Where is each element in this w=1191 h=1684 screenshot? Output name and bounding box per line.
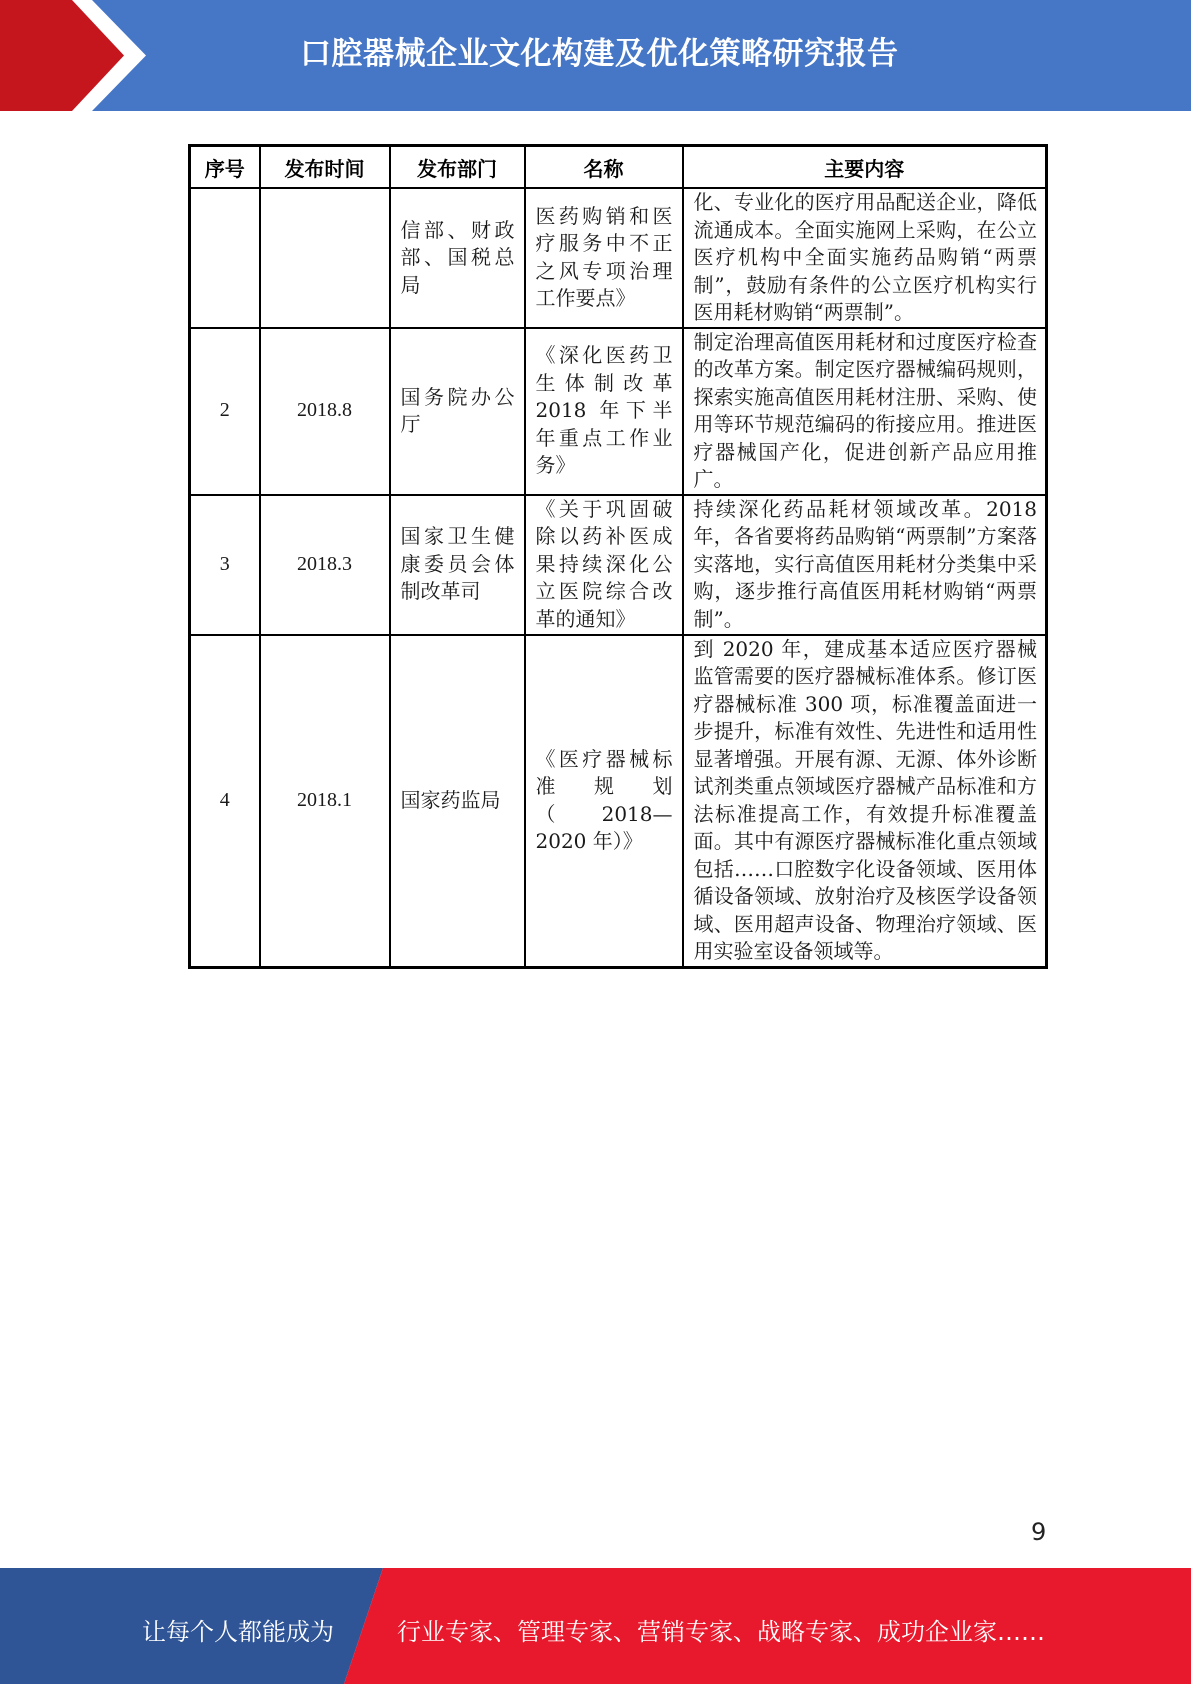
row-name-text: 医药购销和医疗服务中不正之风专项治理工作要点》 — [535, 203, 673, 311]
row-content-text: 持续深化药品耗材领域改革。2018 年，各省要将药品购销“两票制”方案落实落地，实行高值医用耗材分类集中采购，逐步推行高值医用耗材购销“两票制”。 — [693, 496, 1037, 631]
row-department — [390, 635, 525, 968]
row-name — [525, 635, 683, 968]
header-department: 发布部门 — [390, 146, 525, 189]
row-department — [390, 188, 525, 328]
row-department — [390, 495, 525, 635]
header-index: 序号 — [190, 146, 260, 189]
table-row — [190, 188, 1047, 328]
row-content — [683, 328, 1047, 495]
header-name: 名称 — [525, 146, 683, 189]
row-department-text: 国务院办公厅 — [400, 384, 515, 436]
footer-slogan-left: 让每个人都能成为 — [142, 1618, 334, 1646]
header-arrow-decoration — [0, 0, 160, 111]
page-number: 9 — [1031, 1518, 1047, 1546]
table-header-row — [190, 146, 1047, 189]
row-content-text: 制定治理高值医用耗材和过度医疗检查的改革方案。制定医疗器械编码规则，探索实施高值医用耗材注册、采购、使用等环节规范编码的衔接应用。推进医疗器械国产化，促进创新产品应用推广。 — [693, 329, 1037, 491]
row-name — [525, 328, 683, 495]
row-department-text: 信部、财政部、国税总局 — [400, 217, 515, 297]
row-name-text: 《深化医药卫生体制改革2018 年下半年重点工作业务》 — [535, 343, 673, 478]
row-content — [683, 635, 1047, 968]
row-index — [190, 188, 260, 328]
header-content: 主要内容 — [683, 146, 1047, 189]
row-date: 2018.3 — [260, 495, 390, 635]
row-name-text: 《医疗器械标准 规 划（2018—2020 年）》 — [535, 746, 673, 853]
table-row — [190, 495, 1047, 635]
row-content-text: 化、专业化的医疗用品配送企业，降低流通成本。全面实施网上采购，在公立医疗机构中全面实施药品购销“两票制”，鼓励有条件的公立医疗机构实行医用耗材购销“两票制”。 — [693, 190, 1037, 324]
row-content — [683, 495, 1047, 635]
row-index: 2 — [190, 328, 260, 495]
row-department — [390, 328, 525, 495]
row-index: 4 — [190, 635, 260, 968]
row-department-text: 国家卫生健康委员会体制改革司 — [400, 524, 515, 604]
footer-banner — [0, 1568, 1191, 1684]
row-content-text: 到 2020 年，建成基本适应医疗器械监管需要的医疗器械标准体系。修订医疗器械标准 300 项，标准覆盖面进一步提升，标准有效性、先进性和适用性显著增强。开展有源、无源、体外诊断试剂类重点领域医疗器械产品标准和方法标准提高工作，有效提升标准覆盖面。其中有源医疗器械标准化重点领域包括……口腔数字化设备领域、医用体循设备领域、放射治疗及核医学设备领域、医用超声设备、物理治疗领域、医用实验室设备领域等。 — [693, 636, 1037, 963]
policy-table — [188, 144, 1048, 969]
header-banner — [0, 0, 1191, 111]
table-row — [190, 328, 1047, 495]
row-date: 2018.1 — [260, 635, 390, 968]
header-date: 发布时间 — [260, 146, 390, 189]
row-date — [260, 188, 390, 328]
report-title: 口腔器械企业文化构建及优化策略研究报告 — [300, 36, 899, 72]
table-row — [190, 635, 1047, 968]
row-name — [525, 495, 683, 635]
row-date: 2018.8 — [260, 328, 390, 495]
row-index: 3 — [190, 495, 260, 635]
footer-slogan-right: 行业专家、管理专家、营销专家、战略专家、成功企业家…… — [397, 1618, 1045, 1646]
row-content — [683, 188, 1047, 328]
row-name — [525, 188, 683, 328]
row-department-text: 国家药监局 — [400, 787, 501, 812]
row-name-text: 《关于巩固破除以药补医成果持续深化公立医院综合改革的通知》 — [535, 496, 673, 631]
